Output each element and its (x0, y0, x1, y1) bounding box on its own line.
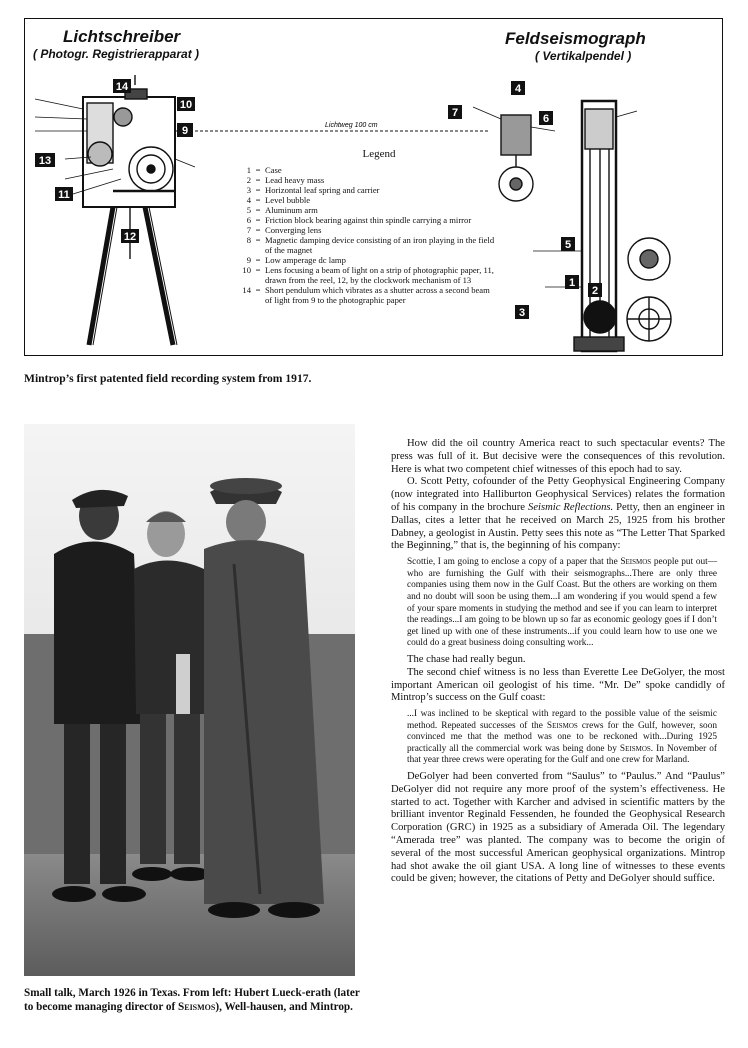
legend-num: 5 (246, 205, 251, 215)
quote-degolyer-b: crews for the Gulf, however, soon convinced me that the method was one to be reckoned with...During 1925 practically all the commercial work was being done by (407, 720, 717, 754)
legend-num: 10 (242, 265, 251, 275)
legend-text: Case (265, 165, 282, 175)
legend-num: 7 (246, 225, 251, 235)
legend-num: 3 (246, 185, 251, 195)
quote-petty (407, 557, 717, 650)
article-text (391, 438, 725, 886)
patent-figure (24, 18, 723, 356)
callout-4: 4 (514, 83, 522, 95)
light-path-label: Lichtweg 100 cm (325, 122, 378, 129)
figure-caption: Mintrop’s first patented field recording system from 1917. (24, 372, 312, 385)
paragraph-4: The second chief witness is no less than Everette Lee DeGolyer, the most important American oil geologist of his time. “Mr. De” spoke candidly of Mintrop’s success on the Gulf coast: (391, 666, 725, 704)
left-figure-subtitle: ( Photogr. Registrierapparat ) (33, 47, 200, 61)
legend-num: 1 (246, 165, 251, 175)
three-men-photo-illustration (24, 424, 355, 976)
quote-degolyer-c: . In November of that year three crews were operating for the Gulf and one crew for Marland. (407, 743, 718, 766)
legend-text: Lens focusing a beam of light on a strip of photographic paper, 11, drawn from the reel, 12, by the clockwork mechanism of 13 (265, 265, 494, 285)
callout-7: 7 (451, 107, 459, 119)
legend-row: 5 = Aluminum arm (229, 205, 499, 215)
photo-caption-seismos: Seismos (178, 1001, 216, 1013)
quote-petty-seismos: Seismos (620, 557, 652, 568)
legend-num: 6 (246, 215, 251, 225)
photo-caption-part-a: Small talk, March 1926 in Texas. From left: Hubert Lueck-erath (later to become managing director of (24, 987, 360, 1013)
legend-text: Short pendulum which vibrates as a shutter across a second beam of light from 9 to the photographic paper (265, 285, 490, 305)
legend-text: Friction block bearing against thin spindle carrying a mirror (265, 215, 472, 225)
legend-row: 7 = Converging lens (229, 225, 499, 235)
legend-row: 4 = Level bubble (229, 195, 499, 205)
callout-14: 14 (115, 81, 129, 93)
quote-degolyer-seismos-1: Seismos (546, 720, 578, 731)
legend-row: 9 = Low amperage dc lamp (229, 255, 499, 265)
left-figure-title: Lichtschreiber (63, 27, 181, 46)
photo-caption (24, 986, 360, 1014)
right-figure-subtitle: ( Vertikalpendel ) (535, 49, 632, 63)
paragraph-2-b: Petty, then an engineer in Dallas, cites a letter that he received on March 25, 1925 from his brother Dabney, a geologist in Austin. Petty sees this note as “The Letter That Sparked the Beginning,” that is, the beginning of his company: (391, 501, 725, 552)
legend-row: 8 = Magnetic damping device consisting of an iron playing in the field of the magnet (229, 235, 499, 255)
legend-num: 8 (246, 235, 251, 245)
legend-num: 9 (246, 255, 251, 265)
legend-row: 1 = Case (229, 165, 499, 175)
legend-row: 14 = Short pendulum which vibrates as a shutter across a second beam of light from 9 to the photographic paper (229, 285, 499, 305)
callout-2: 2 (591, 285, 599, 297)
quote-degolyer-a: ...I was inclined to be skeptical with regard to the possible value of the seismic method. Repeated successes of the (407, 709, 717, 731)
legend-text: Lead heavy mass (265, 175, 325, 185)
callout-5: 5 (564, 239, 572, 251)
legend-row: 6 = Friction block bearing against thin spindle carrying a mirror (229, 215, 499, 225)
paragraph-5: DeGolyer had been converted from “Saulus” to “Paulus.” And “Paulus” DeGolyer did not require any more proof of the system’s effectiveness. He started to act. Together with Karcher and advised in scientific matters by the brilliant inventor Reginald Fessenden, he founded the Geophysical Research Corporation (GRC) in 1925 as a subsidiary of Amerada Oil. The legendary “Amerada tree” was planted. The company was to become the origin of several of the most successful American geophysical organizations. Mintrop had shot awake the oil giant USA. A long line of witnesses to these events could be given; however, the citations of Petty and DeGolyer should suffice. (391, 771, 725, 885)
callout-6: 6 (542, 113, 550, 125)
legend-num: 2 (246, 175, 251, 185)
callout-11: 11 (58, 189, 70, 201)
legend-text: Aluminum arm (265, 205, 318, 215)
quote-degolyer-seismos-2: Seismos (619, 743, 651, 754)
callout-1: 1 (568, 277, 576, 289)
callout-3: 3 (518, 307, 526, 319)
paragraph-3: The chase had really begun. (407, 653, 526, 665)
quote-degolyer (407, 709, 717, 767)
callout-9: 9 (181, 125, 189, 137)
legend-row: 3 = Horizontal leaf spring and carrier (229, 185, 499, 195)
callout-12: 12 (123, 231, 137, 243)
figure-legend (229, 149, 499, 305)
photo-caption-part-b: ), Well-hausen, and Mintrop. (215, 1001, 353, 1013)
paragraph-2 (391, 476, 725, 553)
historical-photo (24, 424, 355, 976)
paragraph-1: How did the oil country America react to such spectacular events? The press was full of it. But decisive were the consequences of this revolution. Here is what two competent chief witnesses of this epoch had to say. (391, 438, 725, 475)
legend-num: 4 (246, 195, 251, 205)
legend-text: Horizontal leaf spring and carrier (265, 185, 380, 195)
right-figure-title: Feldseismograph (505, 29, 646, 48)
paragraph-2-title: Seismic Reflections. (528, 501, 614, 513)
legend-title: Legend (362, 148, 396, 160)
legend-text: Converging lens (265, 225, 322, 235)
quote-petty-a: Scottie, I am going to enclose a copy of a paper that the (407, 557, 621, 568)
legend-num: 14 (242, 285, 251, 295)
quote-petty-b: people put out—who are furnishing the Gulf with their seismographs...There are only three companies using them now in the Gulf Coast. But the others are working on them and no doubt will soon be using them...I am wondering if you would spend a few of your spare moments in studying the method and see if you can learn to interpret the readings...I am going to be blown up so far as economic geology goes if I don’t get lined up with one of these instruments...if you could learn how to use one we could do a great business doing consulting work... (407, 557, 717, 649)
paragraph-2-a: O. Scott Petty, cofounder of the Petty Geophysical Engineering Company (now integrated into Halliburton Geophysical Services) relates the formation of his company in the brochure (391, 476, 725, 513)
legend-row: 10 = Lens focusing a beam of light on a strip of photographic paper, 11, drawn from the reel, 12, by the clockwork mechanism of 13 (229, 265, 499, 285)
legend-text: Level bubble (265, 195, 311, 205)
callout-10: 10 (179, 99, 193, 111)
legend-text: Magnetic damping device consisting of an iron playing in the field of the magnet (265, 235, 495, 255)
callout-13: 13 (38, 155, 52, 167)
legend-row: 2 = Lead heavy mass (229, 175, 499, 185)
legend-text: Low amperage dc lamp (265, 255, 346, 265)
